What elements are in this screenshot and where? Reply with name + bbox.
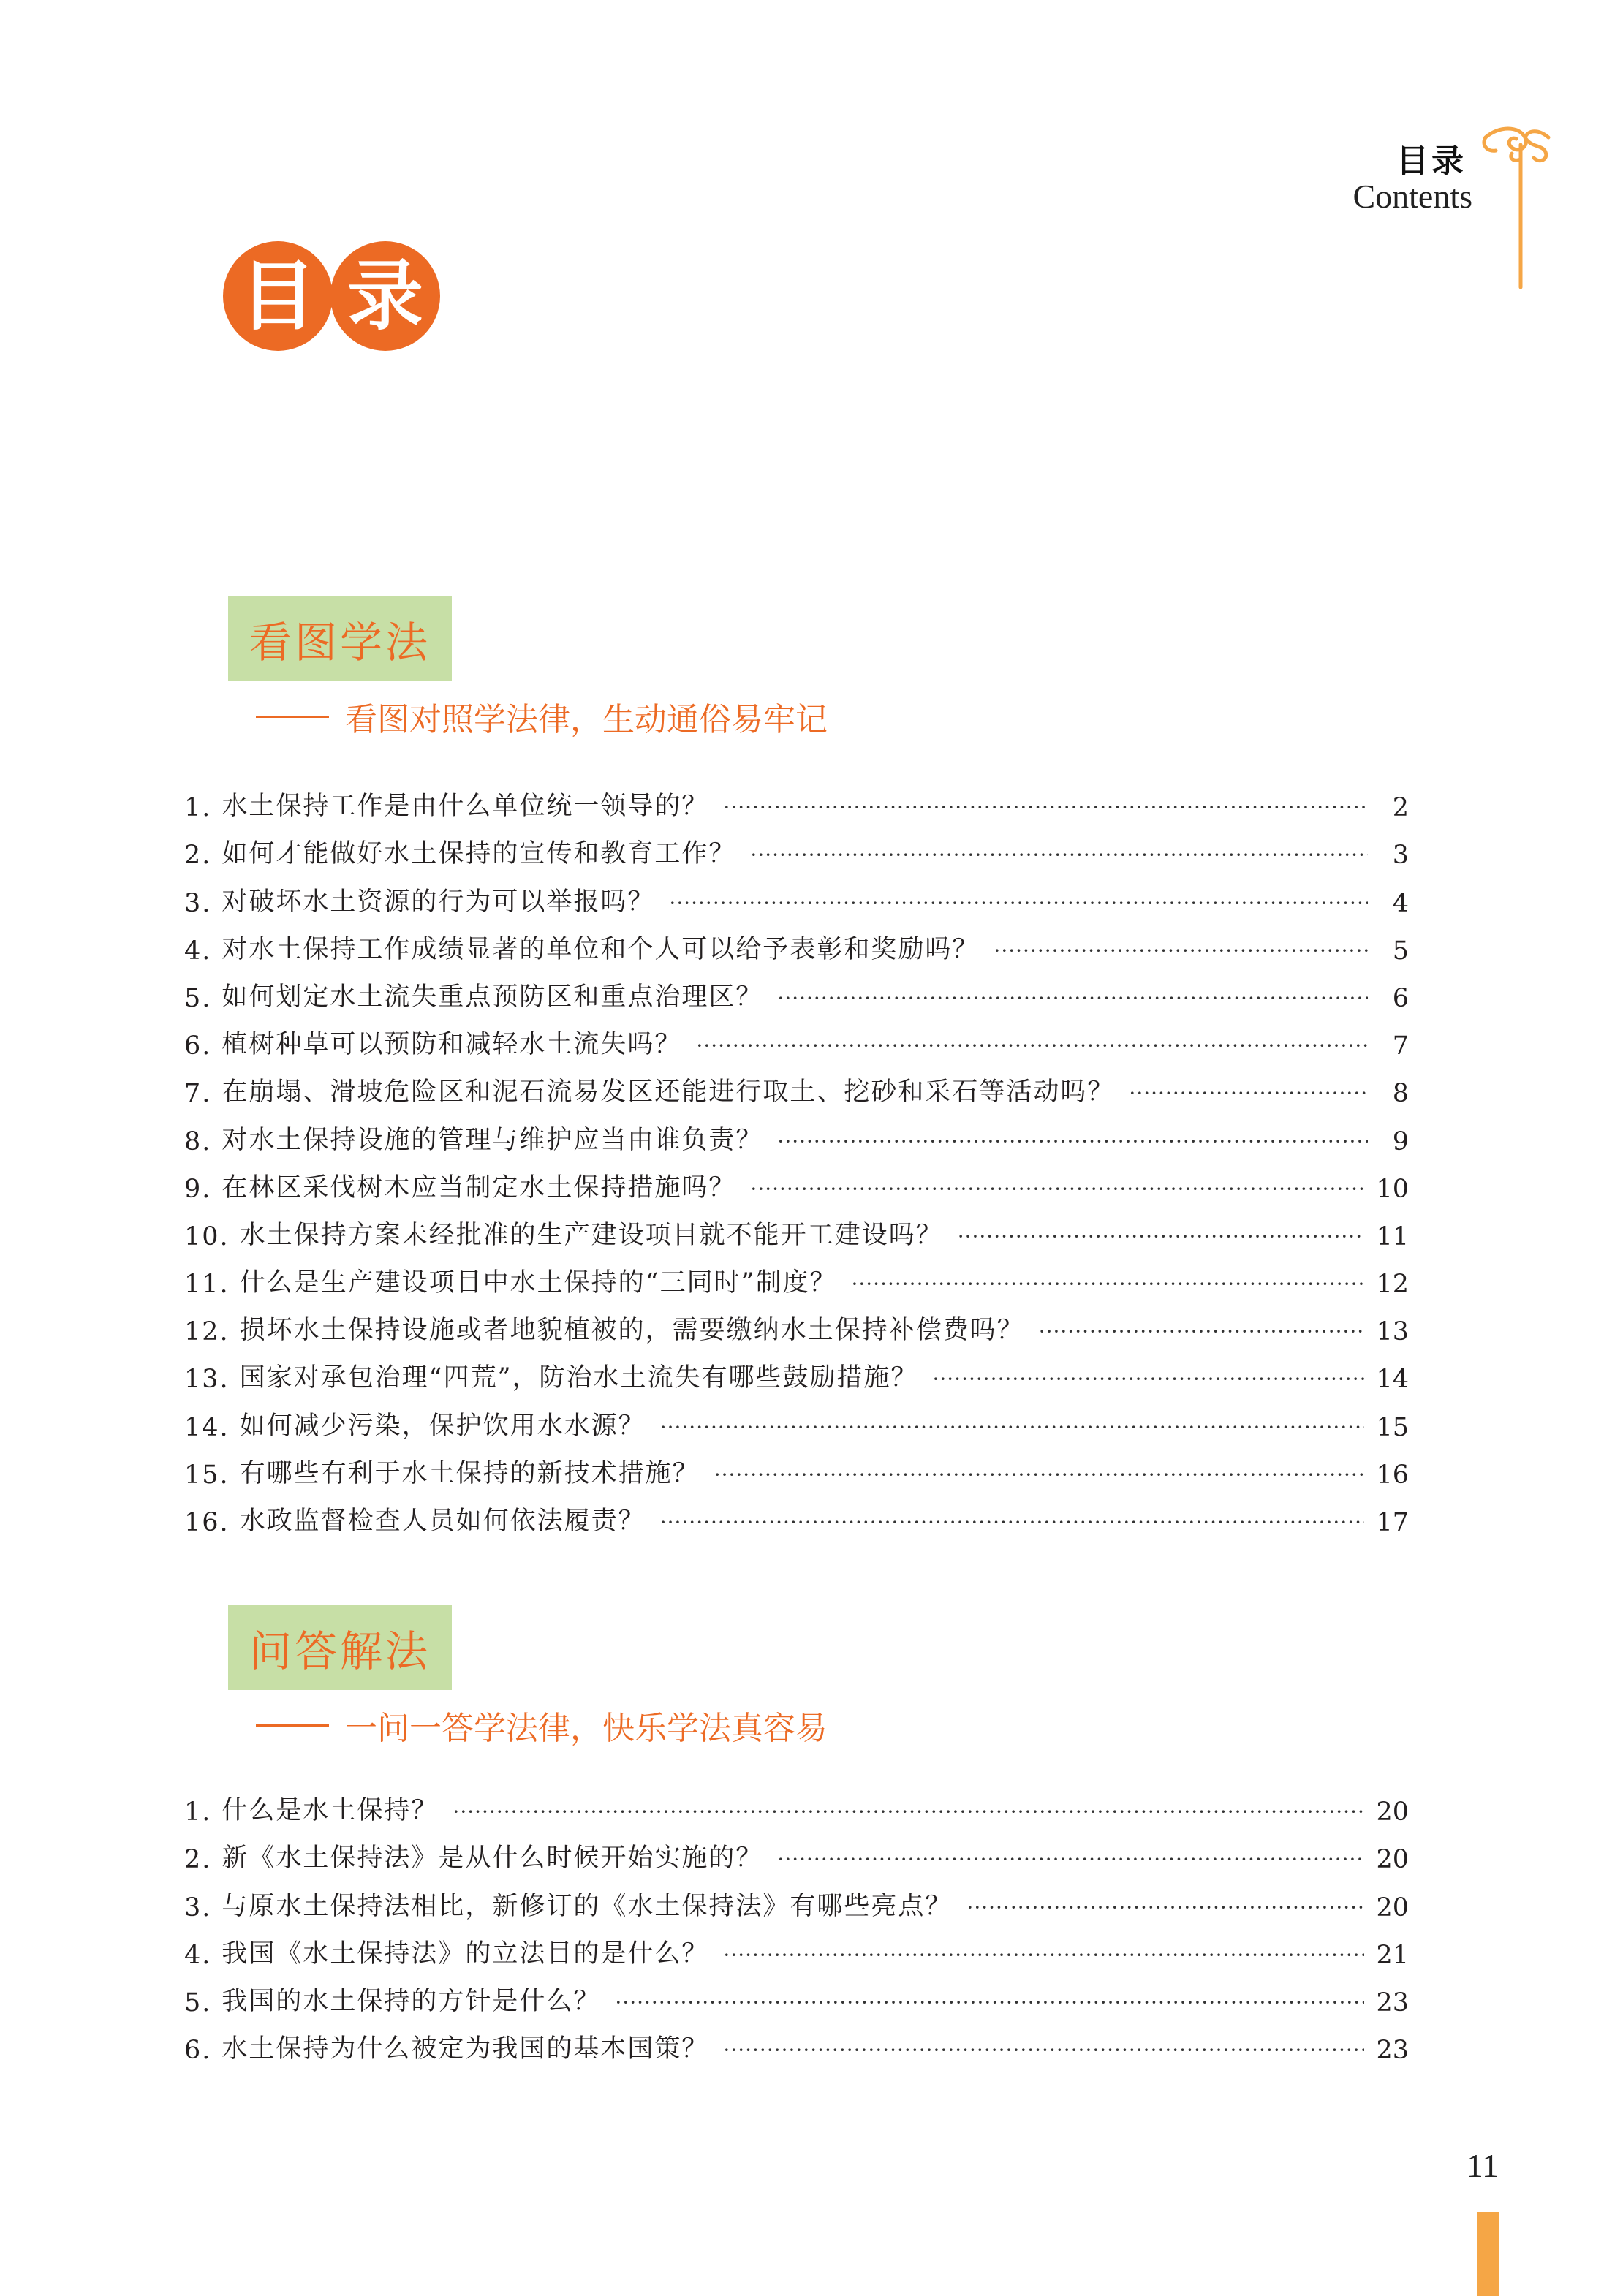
dot-leader (1129, 1079, 1368, 1108)
toc-entry-page: 23 (1376, 2036, 1409, 2066)
toc-entry-page: 5 (1392, 936, 1409, 966)
section-label-1: 看图学法 (228, 596, 452, 681)
toc-entry-page: 13 (1376, 1317, 1409, 1347)
toc-entry-page: 20 (1376, 1845, 1409, 1875)
toc-entry[interactable] (184, 1490, 1409, 1537)
toc-entry-number: 2. (184, 841, 212, 871)
toc-entry-page: 16 (1376, 1460, 1409, 1490)
toc-entry-title: 我国的水土保持的方针是什么？ (222, 1986, 601, 2016)
toc-entry[interactable] (184, 822, 1409, 870)
dot-leader (714, 1460, 1365, 1490)
toc-entry[interactable] (184, 1061, 1409, 1108)
toc-entry-title: 在林区采伐树木应当制定水土保持措施吗？ (222, 1172, 736, 1202)
section-subtitle-text: 一问一答学法律，快乐学法真容易 (345, 1710, 828, 1747)
toc-entry[interactable] (184, 1827, 1409, 1874)
dot-leader (723, 1941, 1364, 1970)
dash-divider (256, 716, 329, 718)
toc-entry-number: 14. (184, 1412, 230, 1442)
dot-leader (750, 841, 1368, 870)
toc-entry-page: 10 (1376, 1174, 1409, 1204)
toc-entry-title: 植树种草可以预防和减轻水土流失吗？ (222, 1030, 682, 1060)
toc-entry-title: 水土保持工作是由什么单位统一领导的？ (222, 792, 709, 822)
toc-entry[interactable] (184, 1874, 1409, 1922)
toc-entry-number: 5. (184, 983, 212, 1013)
toc-entry[interactable] (184, 1394, 1409, 1441)
toc-entry-page: 3 (1392, 841, 1409, 871)
toc-entry-title: 如何减少污染，保护饮用水水源？ (239, 1411, 646, 1441)
toc-entry-title: 在崩塌、滑坡危险区和泥石流易发区还能进行取土、挖砂和采石等活动吗？ (222, 1077, 1115, 1107)
toc-entry-title: 什么是生产建设项目中水土保持的“三同时”制度？ (239, 1268, 837, 1298)
toc-entry-title: 水政监督检查人员如何依法履责？ (239, 1507, 646, 1536)
toc-entry[interactable] (184, 1299, 1409, 1346)
title-char-2: 录 (330, 241, 440, 351)
section-subtitle-1 (256, 693, 828, 740)
toc-entry-page: 21 (1376, 1940, 1409, 1970)
toc-entry-title: 水土保持方案未经批准的生产建设项目就不能开工建设吗？ (239, 1220, 943, 1250)
title-char-1: 目 (223, 241, 333, 351)
toc-entry-title: 损坏水土保持设施或者地貌植被的，需要缴纳水土保持补偿费吗？ (239, 1316, 1024, 1346)
toc-entry-page: 14 (1376, 1365, 1409, 1395)
toc-entry-page: 20 (1376, 1893, 1409, 1922)
scroll-ornament-icon (1477, 123, 1557, 291)
toc-entry[interactable] (184, 775, 1409, 822)
toc-entry-number: 9. (184, 1174, 212, 1204)
toc-entry-number: 8. (184, 1126, 212, 1156)
dot-leader (750, 1175, 1364, 1204)
toc-entry-page: 6 (1392, 983, 1409, 1013)
toc-entry-number: 7. (184, 1079, 212, 1109)
toc-entry-page: 11 (1376, 1221, 1409, 1251)
toc-entry-number: 6. (184, 2036, 212, 2066)
dot-leader (932, 1365, 1364, 1394)
toc-entry-title: 与原水土保持法相比，新修订的《水土保持法》有哪些亮点？ (222, 1891, 953, 1921)
toc-entry-number: 16. (184, 1508, 230, 1537)
toc-entry-title: 我国《水土保持法》的立法目的是什么？ (222, 1939, 709, 1969)
toc-entry-number: 13. (184, 1365, 230, 1395)
toc-entry-page: 12 (1376, 1270, 1409, 1300)
dot-leader (777, 1127, 1368, 1156)
dot-leader (660, 1413, 1365, 1442)
toc-entry-title: 有哪些有利于水土保持的新技术措施？ (239, 1458, 700, 1488)
toc-entry[interactable] (184, 1108, 1409, 1156)
toc-list-1 (184, 775, 1409, 1537)
toc-list-2 (184, 1779, 1409, 2065)
toc-entry-number: 3. (184, 1893, 212, 1922)
dot-leader (615, 1988, 1364, 2017)
dot-leader (958, 1222, 1365, 1251)
page-number: 11 (1466, 2147, 1499, 2184)
section-label-2: 问答解法 (228, 1605, 452, 1690)
dot-leader (777, 1845, 1364, 1874)
section-subtitle-2 (256, 1702, 828, 1748)
toc-entry[interactable] (184, 870, 1409, 917)
page-tab-marker (1477, 2212, 1499, 2296)
toc-entry-title: 国家对承包治理“四荒”，防治水土流失有哪些鼓励措施？ (239, 1363, 918, 1393)
dot-leader (669, 889, 1368, 918)
toc-entry[interactable] (184, 1970, 1409, 2017)
header-title: 目录 (1396, 143, 1467, 180)
toc-entry-number: 6. (184, 1031, 212, 1061)
toc-entry[interactable] (184, 1922, 1409, 1970)
dot-leader (660, 1508, 1365, 1537)
toc-entry-page: 15 (1376, 1412, 1409, 1442)
dot-leader (453, 1797, 1364, 1827)
dot-leader (966, 1893, 1364, 1922)
toc-entry-page: 23 (1376, 1988, 1409, 2017)
dot-leader (696, 1031, 1368, 1061)
toc-entry-title: 如何划定水土流失重点预防区和重点治理区？ (222, 982, 763, 1012)
toc-entry-number: 15. (184, 1460, 230, 1490)
toc-entry[interactable] (184, 1156, 1409, 1204)
toc-entry-page: 17 (1376, 1508, 1409, 1537)
toc-entry[interactable] (184, 2017, 1409, 2065)
toc-entry-title: 如何才能做好水土保持的宣传和教育工作？ (222, 839, 736, 869)
toc-entry-page: 9 (1392, 1126, 1409, 1156)
toc-entry[interactable] (184, 1251, 1409, 1299)
toc-entry-number: 2. (184, 1845, 212, 1875)
toc-entry-number: 4. (184, 936, 212, 966)
toc-entry-number: 10. (184, 1221, 230, 1251)
toc-entry-title: 对破坏水土资源的行为可以举报吗？ (222, 887, 655, 917)
toc-entry-number: 11. (184, 1270, 230, 1300)
toc-entry-number: 1. (184, 793, 212, 823)
toc-entry-page: 7 (1392, 1031, 1409, 1061)
toc-entry-page: 20 (1376, 1797, 1409, 1827)
dot-leader (1039, 1317, 1365, 1346)
dot-leader (777, 984, 1368, 1013)
toc-entry-number: 3. (184, 888, 212, 918)
dot-leader (851, 1270, 1364, 1299)
section-subtitle-text: 看图对照学法律，生动通俗易牢记 (345, 701, 828, 738)
toc-entry-number: 12. (184, 1317, 230, 1347)
toc-entry-title: 对水土保持工作成绩显著的单位和个人可以给予表彰和奖励吗？ (222, 934, 980, 964)
dot-leader (723, 793, 1368, 822)
toc-entry-number: 4. (184, 1940, 212, 1970)
dot-leader (723, 2036, 1364, 2065)
toc-entry-title: 水土保持为什么被定为我国的基本国策？ (222, 2034, 709, 2064)
toc-entry[interactable] (184, 918, 1409, 966)
dash-divider (256, 1724, 329, 1727)
toc-entry[interactable] (184, 1013, 1409, 1061)
toc-entry-page: 8 (1392, 1079, 1409, 1109)
toc-entry-number: 1. (184, 1797, 212, 1827)
toc-entry-title: 对水土保持设施的管理与维护应当由谁负责？ (222, 1125, 763, 1155)
toc-entry[interactable] (184, 1346, 1409, 1394)
toc-entry-page: 2 (1392, 793, 1409, 823)
toc-entry[interactable] (184, 966, 1409, 1013)
toc-entry-title: 什么是水土保持？ (222, 1796, 439, 1826)
header-subtitle: Contents (1352, 178, 1472, 215)
toc-entry-number: 5. (184, 1988, 212, 2017)
toc-entry-title: 新《水土保持法》是从什么时候开始实施的？ (222, 1844, 763, 1873)
toc-entry[interactable] (184, 1442, 1409, 1490)
toc-entry[interactable] (184, 1204, 1409, 1251)
toc-entry-page: 4 (1392, 888, 1409, 918)
toc-entry[interactable] (184, 1779, 1409, 1827)
dot-leader (994, 936, 1368, 966)
